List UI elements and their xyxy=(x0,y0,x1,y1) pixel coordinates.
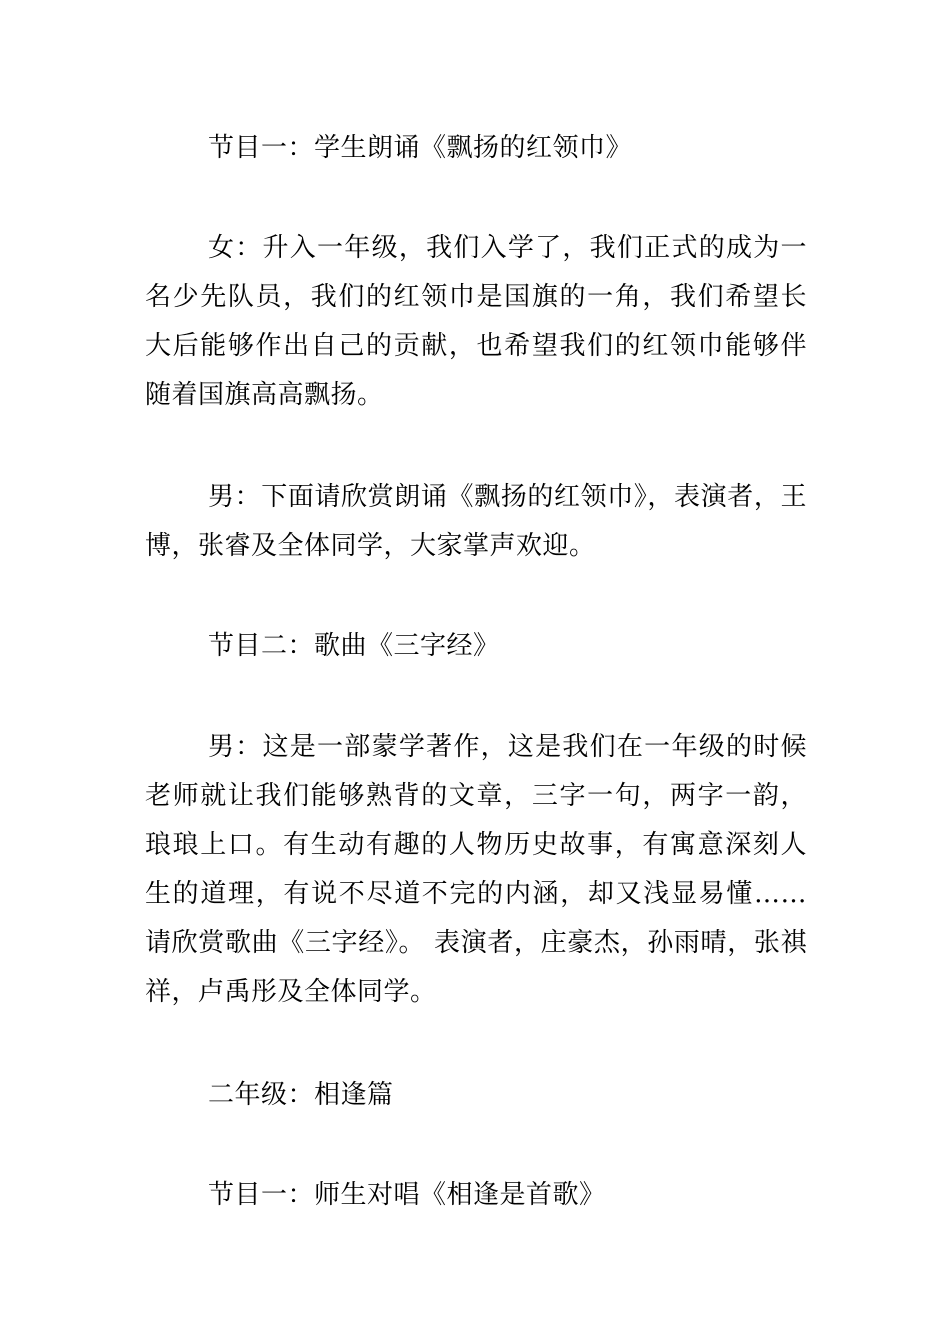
female-host-line: 女：升入一年级，我们入学了，我们正式的成为一名少先队员，我们的红领巾是国旗的一角，我们希望长大后能够作出自己的贡献，也希望我们的红领巾能够伴随着国旗高高飘扬。 xyxy=(145,233,807,410)
program-heading: 节目一：学生朗诵《飘扬的红领巾》 xyxy=(208,133,633,163)
male-host-line: 男：下面请欣赏朗诵《飘扬的红领巾》，表演者，王博，张睿及全体同学，大家掌声欢迎。 xyxy=(145,482,807,561)
program-heading: 节目一：师生对唱《相逢是首歌》 xyxy=(208,1180,606,1210)
section-heading: 二年级：相逢篇 xyxy=(208,1080,394,1110)
program-heading: 节目二：歌曲《三字经》 xyxy=(208,631,500,661)
male-host-line: 男：这是一部蒙学著作，这是我们在一年级的时候老师就让我们能够熟背的文章，三字一句，两字一韵，琅琅上口。有生动有趣的人物历史故事，有寓意深刻人生的道理，有说不尽道不完的内涵，却又浅显易懂……请欣赏歌曲《三字经》。 表演者，庄豪杰，孙雨晴，张祺祥，卢禹彤及全体同学。 xyxy=(145,732,807,1007)
